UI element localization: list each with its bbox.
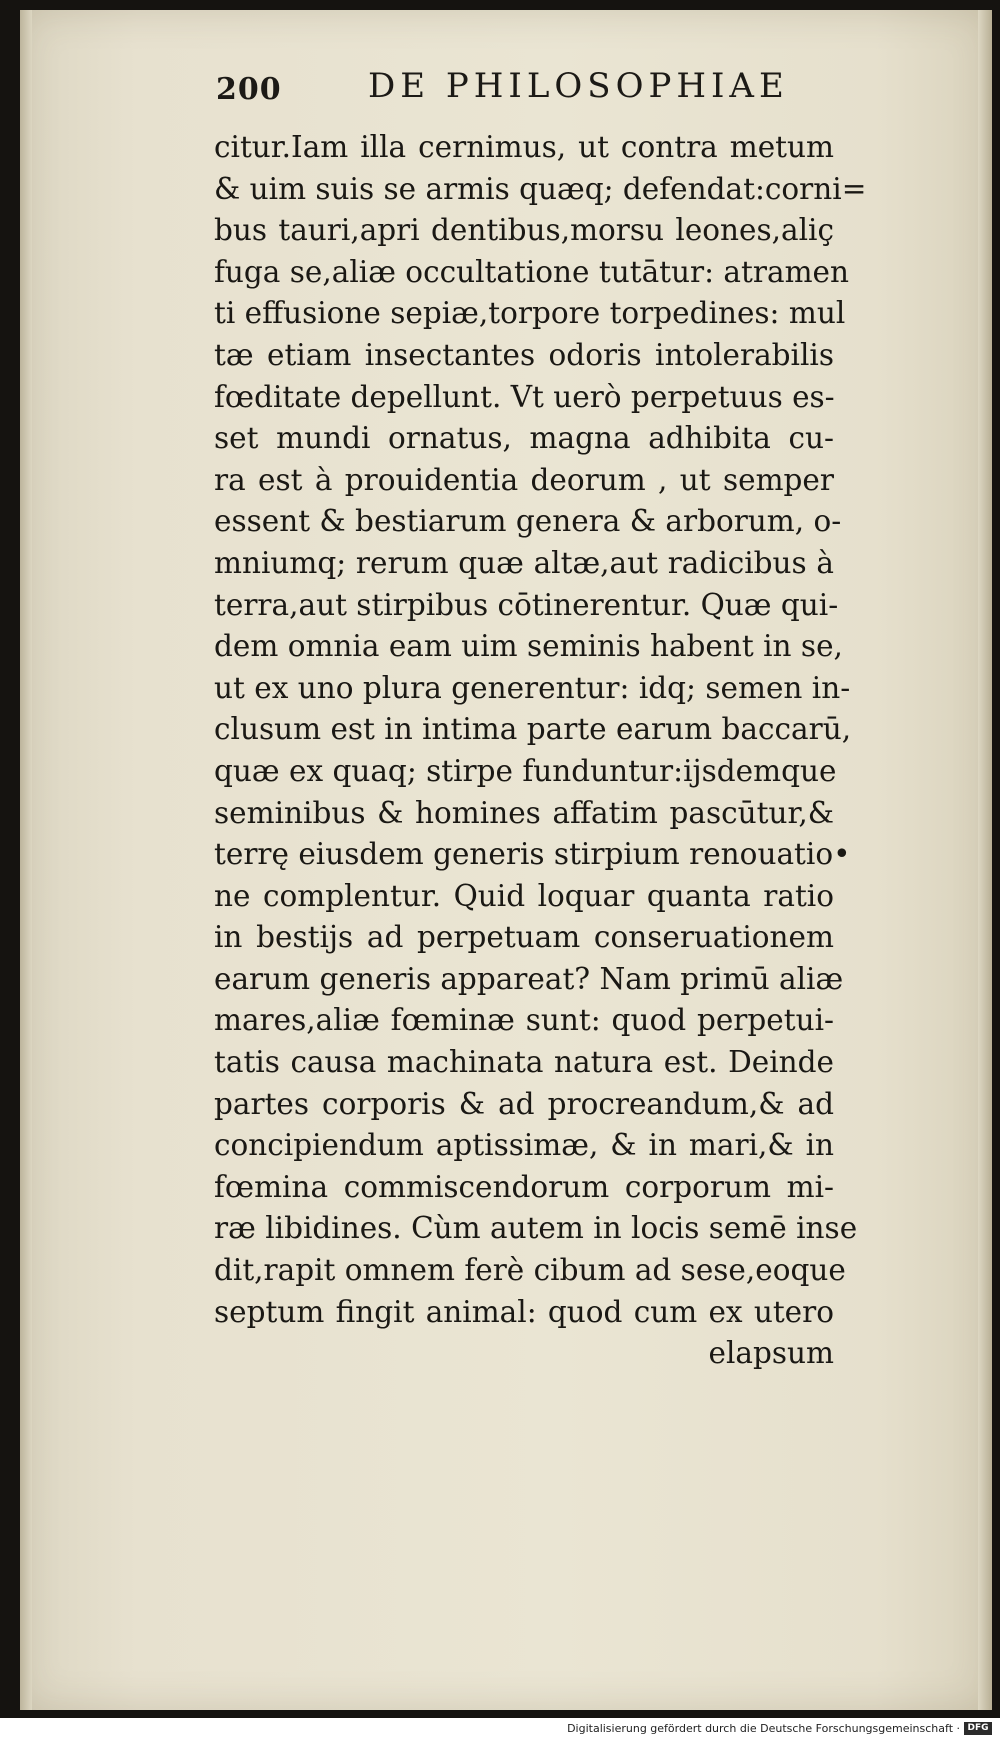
text-line: septum fingit animal: quod cum ex utero	[214, 1294, 834, 1329]
running-head: DE PHILOSOPHIAE	[368, 66, 789, 106]
dfg-logo-icon: DFG	[964, 1722, 992, 1735]
digitization-credit: Digitalisierung gefördert durch die Deutsche Forschungsgemeinschaft ·	[567, 1722, 960, 1735]
text-line: citur.Iam illa cernimus, ut contra metum	[214, 130, 834, 164]
text-line: essent & bestiarum genera & arborum, o-	[214, 504, 842, 539]
text-line: ut ex uno plura generentur: idq; semen in-	[214, 670, 851, 705]
text-line: quæ ex quaq; stirpe funduntur:ijsdemque	[214, 753, 837, 788]
text-line: & uim suis se armis quæq; defendat:corni=	[214, 171, 867, 206]
text-line: tæ etiam insectantes odoris intolerabilis	[214, 337, 834, 372]
text-line: mniumq; rerum quæ altæ,aut radicibus à	[214, 545, 834, 580]
body-text	[214, 127, 867, 1375]
page-header	[216, 66, 816, 118]
text-line: in bestijs ad perpetuam conseruationem	[214, 920, 834, 955]
text-line: ra est à prouidentia deorum , ut semper	[214, 462, 834, 497]
text-line: terra,aut stirpibus cōtinerentur. Quæ qui-	[214, 587, 839, 622]
text-line: dit,rapit omnem ferè cibum ad sese,eoque	[214, 1253, 846, 1288]
text-line: seminibus & homines affatim pascūtur,&	[214, 795, 834, 830]
text-line: earum generis appareat? Nam primū aliæ	[214, 961, 844, 996]
text-line: ræ libidines. Cùm autem in locis semē inse	[214, 1211, 858, 1246]
text-line: set mundi ornatus, magna adhibita cu-	[214, 421, 834, 456]
text-line: bus tauri,apri dentibus,morsu leones,aliç	[214, 213, 834, 248]
text-line: concipiendum aptissimæ, & in mari,& in	[214, 1128, 834, 1163]
text-line: dem omnia eam uim seminis habent in se,	[214, 629, 843, 664]
text-line: terrę eiusdem generis stirpium renouatio•	[214, 837, 851, 872]
page-fore-edge	[978, 10, 992, 1710]
text-line: ti effusione sepiæ,torpore torpedines: mul	[214, 296, 846, 331]
text-line: fœmina commiscendorum corporum mi-	[214, 1169, 834, 1204]
page-gutter-shadow	[20, 10, 32, 1710]
text-line: tatis causa machinata natura est. Deinde	[214, 1045, 834, 1080]
text-line: ne complentur. Quid loquar quanta ratio	[214, 878, 834, 913]
text-line: mares,aliæ fœminæ sunt: quod perpetui-	[214, 1003, 834, 1038]
text-line: fœditate depellunt. Vt uerò perpetuus es-	[214, 379, 835, 414]
folio-number: 200	[216, 72, 282, 107]
text-line: fuga se,aliæ occultatione tutātur: atramen	[214, 254, 849, 289]
text-line: partes corporis & ad procreandum,& ad	[214, 1086, 834, 1121]
catchword: elapsum	[708, 1336, 834, 1371]
text-line: clusum est in intima parte earum baccarū,	[214, 712, 852, 747]
